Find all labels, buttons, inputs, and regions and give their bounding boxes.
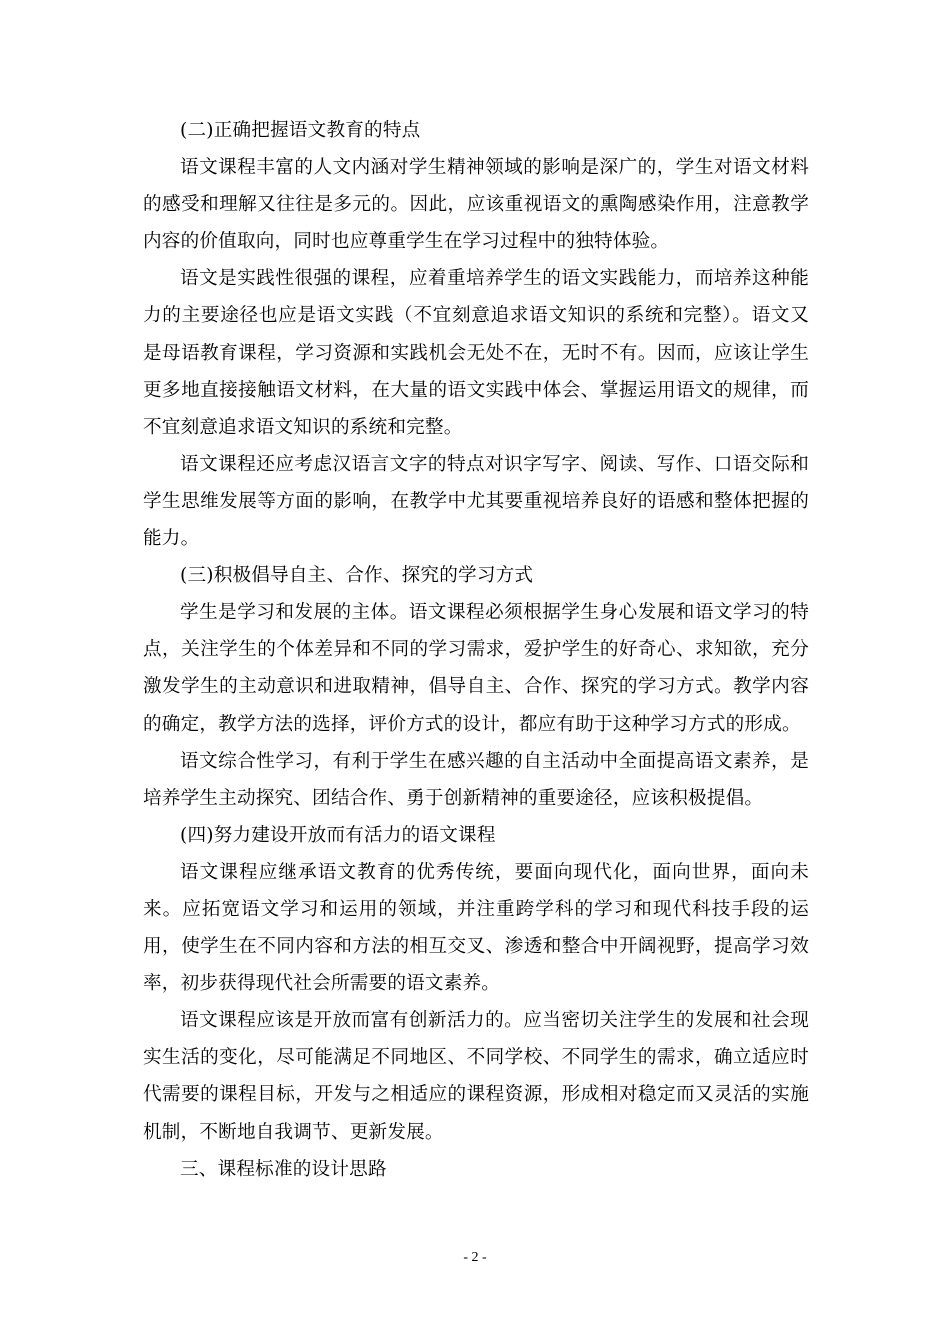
paragraph: 语文课程还应考虑汉语言文字的特点对识字写字、阅读、写作、口语交际和学生思维发展等方面的影响，在教学中尤其要重视培养良好的语感和整体把握的能力。 <box>143 453 809 550</box>
paragraph: 语文是实践性很强的课程，应着重培养学生的语文实践能力，而培养这种能力的主要途径也应是语文实践（不宜刻意追求语文知识的系统和完整）。语文又是母语教育课程，学习资源和实践机会无处不在，无时不有。因而，应该让学生更多地直接接触语文材料，在大量的语文实践中体会、掌握运用语文的规律，而不宜刻意追求语文知识的系统和完整。 <box>143 268 809 438</box>
section-heading-2: (二)正确把握语文教育的特点 <box>180 120 421 141</box>
paragraph: 语文课程丰富的人文内涵对学生精神领域的影响是深广的，学生对语文材料的感受和理解又往往是多元的。因此，应该重视语文的熏陶感染作用，注意教学内容的价值取向，同时也应尊重学生在学习过程中的独特体验。 <box>143 157 809 253</box>
page-number: - 2 - <box>463 1250 487 1265</box>
paragraph: 语文课程应该是开放而富有创新活力的。应当密切关注学生的发展和社会现实生活的变化，尽可能满足不同地区、不同学校、不同学生的需求，确立适应时代需要的课程目标，开发与之相适应的课程资源，形成相对稳定而又灵活的实施机制，不断地自我调节、更新发展。 <box>143 1010 809 1143</box>
section-heading-4: (四)努力建设开放而有活力的语文课程 <box>180 824 496 846</box>
paragraph: 语文课程应继承语文教育的优秀传统，要面向现代化，面向世界，面向未来。应拓宽语文学习和运用的领域，并注重跨学科的学习和现代科技手段的运用，使学生在不同内容和方法的相互交叉、渗透和整合中开阔视野，提高学习效率，初步获得现代社会所需要的语文素养。 <box>143 861 809 995</box>
chapter-heading: 三、课程标准的设计思路 <box>180 1158 387 1180</box>
paragraph: 语文综合性学习，有利于学生在感兴趣的自主活动中全面提高语文素养，是培养学生主动探究、团结合作、勇于创新精神的重要途径，应该积极提倡。 <box>143 750 809 809</box>
paragraph: 学生是学习和发展的主体。语文课程必须根据学生身心发展和语文学习的特点，关注学生的个体差异和不同的学习需求，爱护学生的好奇心、求知欲，充分激发学生的主动意识和进取精神，倡导自主、合作、探究的学习方式。教学内容的确定，教学方法的选择，评价方式的设计，都应有助于这种学习方式的形成。 <box>143 602 809 735</box>
section-heading-3: (三)积极倡导自主、合作、探究的学习方式 <box>180 565 534 587</box>
document-body <box>143 112 809 1188</box>
